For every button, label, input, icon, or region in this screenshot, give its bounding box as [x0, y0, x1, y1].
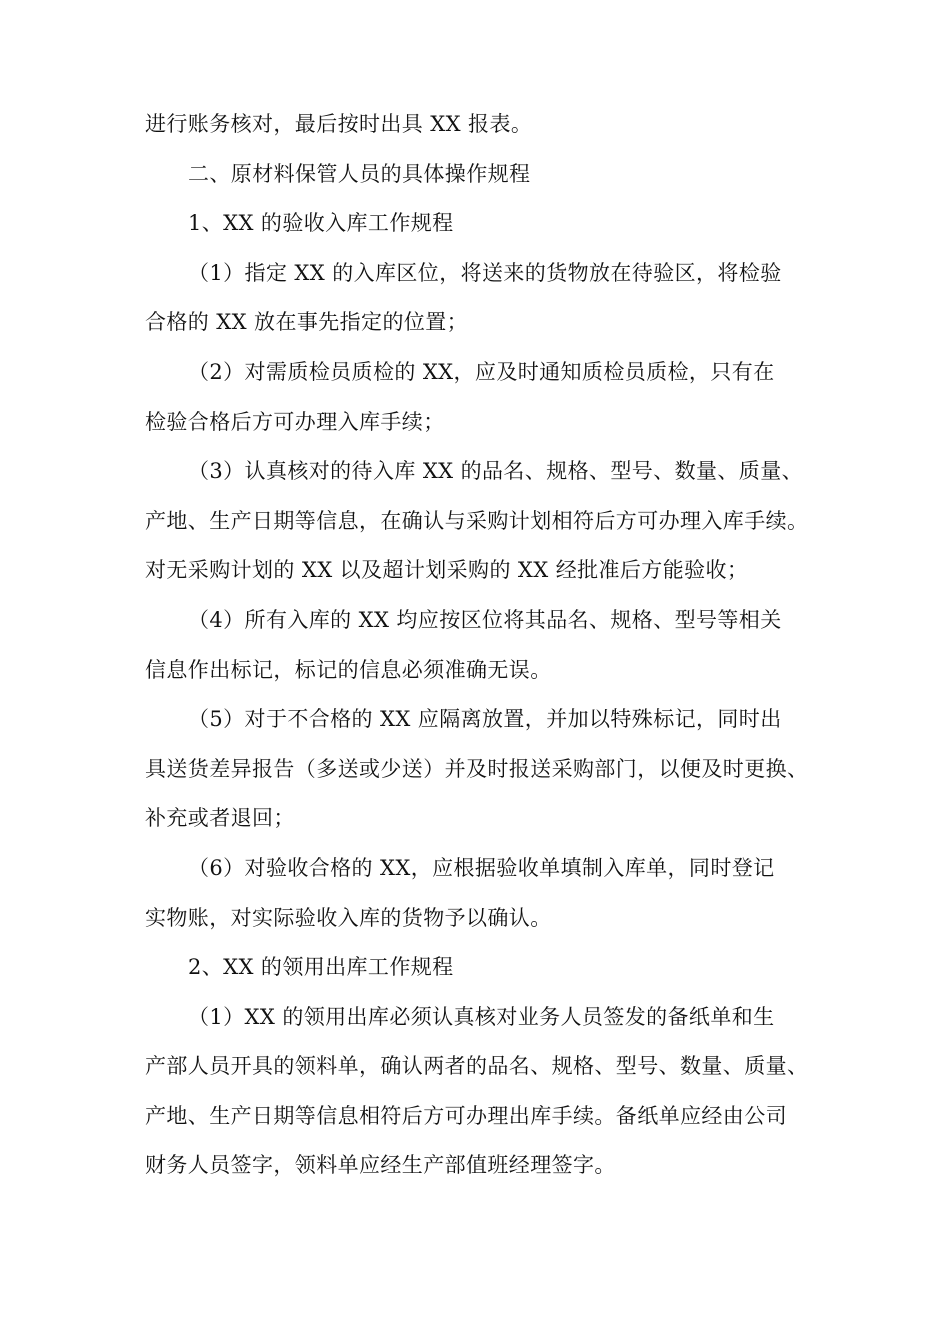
document-body — [145, 100, 810, 1191]
text-line: 财务人员签字，领料单应经生产部值班经理签字。 — [145, 1153, 616, 1178]
text-line: （5）对于不合格的 XX 应隔离放置，并加以特殊标记，同时出 — [188, 707, 782, 732]
text-line: （4）所有入库的 XX 均应按区位将其品名、规格、型号等相关 — [188, 607, 782, 632]
text-line: （1）XX 的领用出库必须认真核对业务人员签发的备纸单和生 — [188, 1004, 775, 1029]
text-line: 检验合格后方可办理入库手续； — [145, 409, 445, 434]
text-line: 信息作出标记，标记的信息必须准确无误。 — [145, 657, 552, 682]
text-line: 补充或者退回； — [145, 806, 295, 831]
section-heading: 二、原材料保管人员的具体操作规程 — [188, 161, 531, 186]
text-line: 实物账，对实际验收入库的货物予以确认。 — [145, 905, 552, 930]
subsection-heading: 2、XX 的领用出库工作规程 — [188, 955, 454, 980]
text-line: 产地、生产日期等信息，在确认与采购计划相符后方可办理入库手续。 — [145, 508, 809, 533]
text-line: 合格的 XX 放在事先指定的位置； — [145, 310, 469, 335]
text-line: （1）指定 XX 的入库区位，将送来的货物放在待验区，将检验 — [188, 260, 782, 285]
text-line: 对无采购计划的 XX 以及超计划采购的 XX 经批准后方能验收； — [145, 558, 749, 583]
text-line: 进行账务核对，最后按时出具 XX 报表。 — [145, 112, 533, 136]
subsection-heading: 1、XX 的验收入库工作规程 — [188, 211, 454, 236]
text-line: （2）对需质检员质检的 XX，应及时通知质检员质检，只有在 — [188, 359, 775, 384]
text-line: 具送货差异报告（多送或少送）并及时报送采购部门，以便及时更换、 — [145, 756, 809, 781]
text-line: 产地、生产日期等信息相符后方可办理出库手续。备纸单应经由公司 — [145, 1103, 787, 1128]
text-line: （3）认真核对的待入库 XX 的品名、规格、型号、数量、质量、 — [188, 459, 804, 484]
text-line: （6）对验收合格的 XX，应根据验收单填制入库单，同时登记 — [188, 855, 775, 880]
text-line: 产部人员开具的领料单，确认两者的品名、规格、型号、数量、质量、 — [145, 1054, 809, 1079]
